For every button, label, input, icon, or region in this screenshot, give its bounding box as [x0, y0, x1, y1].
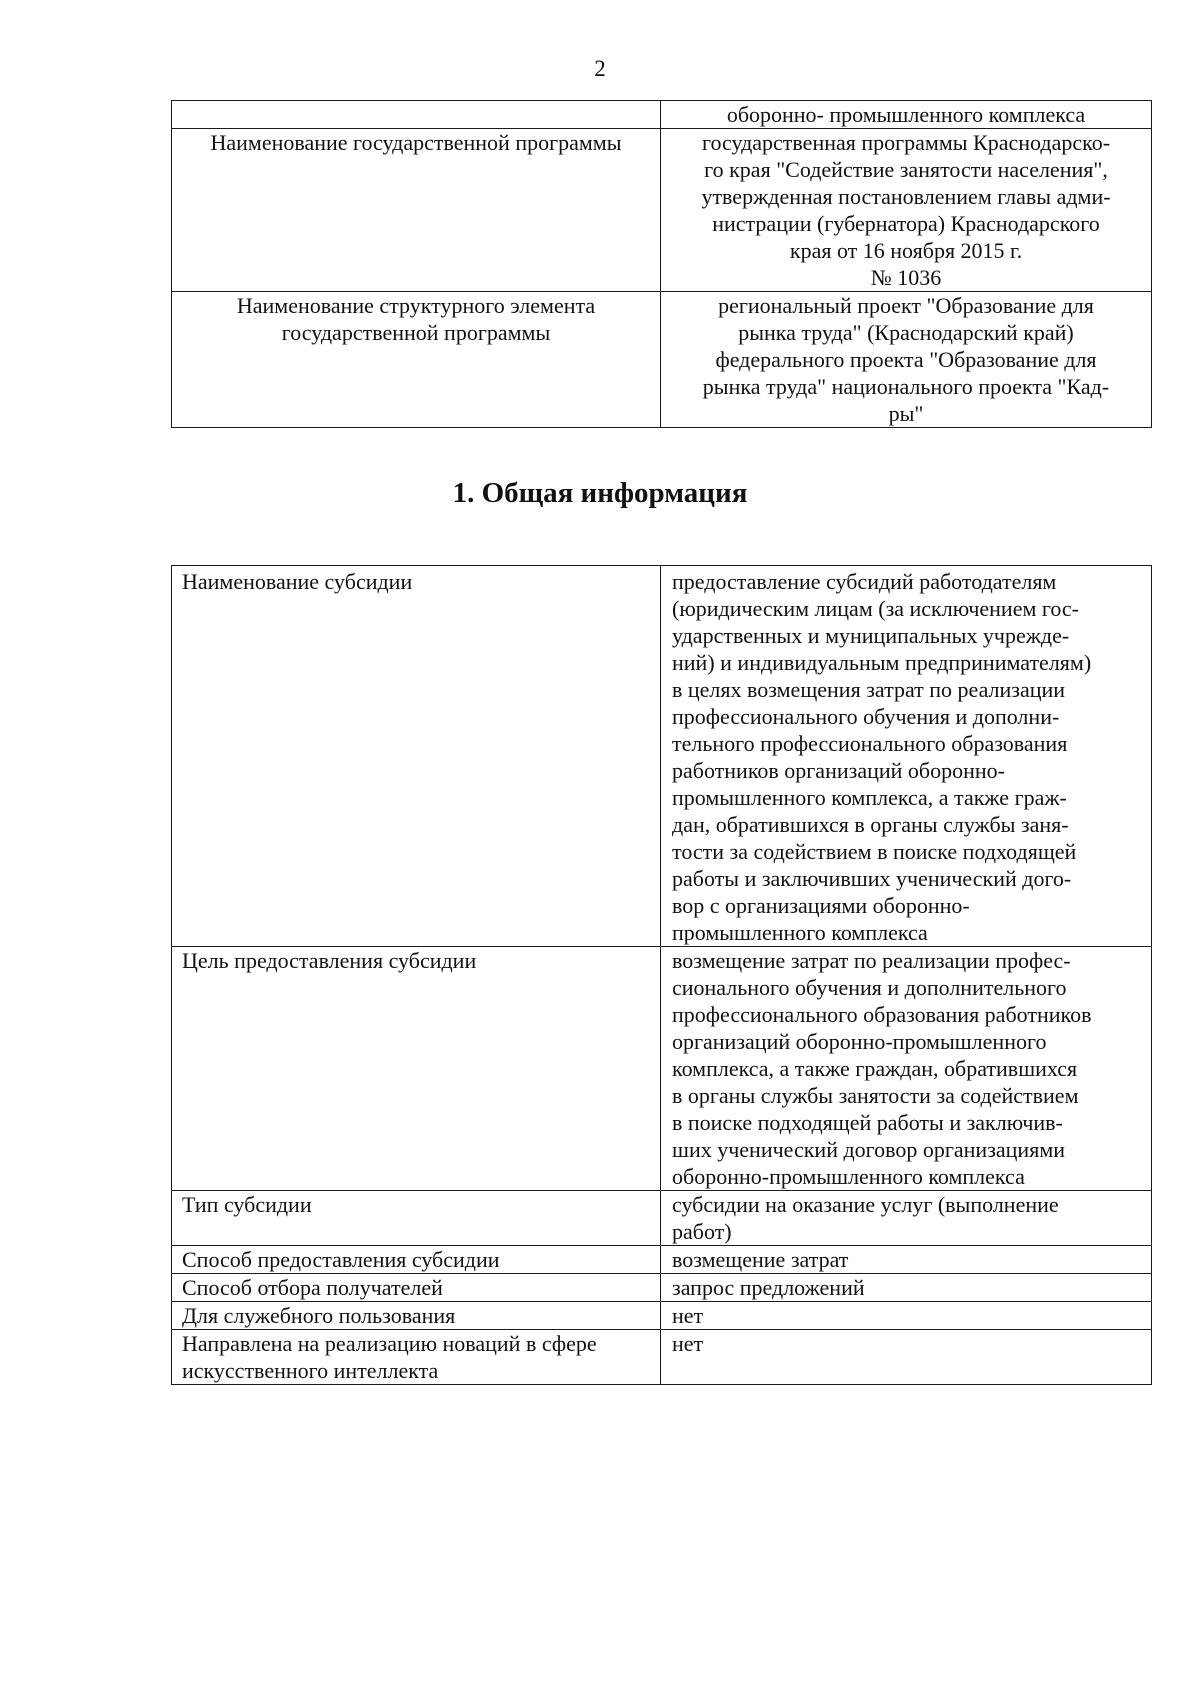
table-cell-value	[661, 129, 1152, 292]
table-row	[172, 1274, 1152, 1302]
official-use-value: нет	[672, 1303, 704, 1328]
table-cell-value	[661, 1302, 1152, 1330]
table-cell-value	[661, 1191, 1152, 1246]
table-cell-label	[172, 1191, 661, 1246]
table-cell-label	[172, 101, 661, 129]
selection-method-label: Способ отбора получателей	[182, 1275, 443, 1300]
table-row	[172, 1246, 1152, 1274]
table-row	[172, 566, 1152, 947]
subsidy-purpose-value: возмещение затрат по реализации профес- сионального обучения и дополнительного профессионального образования работников организаций оборонно-промышленного комплекса, а также граждан, обратившихся в органы службы занятости за содействием в поиске подходящей работы и заключив- ших ученический договор организациями оборонно-промышленного комплекса	[672, 948, 1092, 1189]
table-cell-label	[172, 1330, 661, 1385]
table-cell-value	[661, 101, 1152, 129]
table-cell-label	[172, 566, 661, 947]
program-name-label: Наименование государственной программы	[210, 130, 622, 155]
program-header-table	[171, 100, 1152, 428]
structural-element-label: Наименование структурного элемента государственной программы	[236, 293, 596, 345]
table-cell-label	[172, 1274, 661, 1302]
subsidy-name-value: предоставление субсидий работодателям (юридическим лицам (за исключением гос- ударственных и муниципальных учрежде- ний) и индивидуальным предпринимателям) в целях возмещения затрат по реализации профессионального обучения и дополни- тельного профессионального образования работников организаций оборонно- промышленного комплекса, а также граж- дан, обратившихся в органы службы заня- тости за содействием в поиске подходящей работы и заключивших ученический дого- вор с организациями оборонно- промышленного комплекса	[672, 569, 1092, 945]
table-cell-label	[172, 947, 661, 1191]
table-row	[172, 1330, 1152, 1385]
table-row	[172, 1191, 1152, 1246]
table-row	[172, 292, 1152, 428]
table-cell-value	[661, 292, 1152, 428]
subsidy-type-label: Тип субсидии	[182, 1192, 312, 1217]
general-info-table	[171, 565, 1152, 1385]
table-cell-label	[172, 1302, 661, 1330]
provision-method-label: Способ предоставления субсидии	[182, 1247, 500, 1272]
table-cell-value	[661, 947, 1152, 1191]
table-row	[172, 947, 1152, 1191]
table-cell-label	[172, 1246, 661, 1274]
subsidy-name-label: Наименование субсидии	[182, 569, 413, 594]
ai-innovation-label: Направлена на реализацию новаций в сфере искусственного интеллекта	[182, 1331, 597, 1383]
table-cell-value	[661, 566, 1152, 947]
table-cell-label	[172, 129, 661, 292]
table-cell-value	[661, 1246, 1152, 1274]
section-heading: 1. Общая информация	[452, 477, 748, 509]
structural-element-value: региональный проект "Образование для рынка труда" (Краснодарский край) федерального проекта "Образование для рынка труда" национального проекта "Кад- ры"	[702, 293, 1110, 426]
table-row	[172, 101, 1152, 129]
table-row	[172, 129, 1152, 292]
row-value: оборонно- промышленного комплекса	[726, 102, 1086, 127]
program-name-value: государственная программы Краснодарско- го края "Содействие занятости населения", утвержденная постановлением главы адми- нистрации (губернатора) Краснодарского края от 16 ноября 2015 г. № 1036	[701, 130, 1111, 290]
table-cell-value	[661, 1330, 1152, 1385]
subsidy-type-value: субсидии на оказание услуг (выполнение работ)	[672, 1192, 1059, 1244]
table-row	[172, 1302, 1152, 1330]
selection-method-value: запрос предложений	[672, 1275, 865, 1300]
official-use-label: Для служебного пользования	[182, 1303, 456, 1328]
ai-innovation-value: нет	[672, 1331, 704, 1356]
provision-method-value: возмещение затрат	[672, 1247, 849, 1272]
page-number: 2	[594, 56, 606, 81]
table-cell-label	[172, 292, 661, 428]
table-cell-value	[661, 1274, 1152, 1302]
subsidy-purpose-label: Цель предоставления субсидии	[182, 948, 477, 973]
